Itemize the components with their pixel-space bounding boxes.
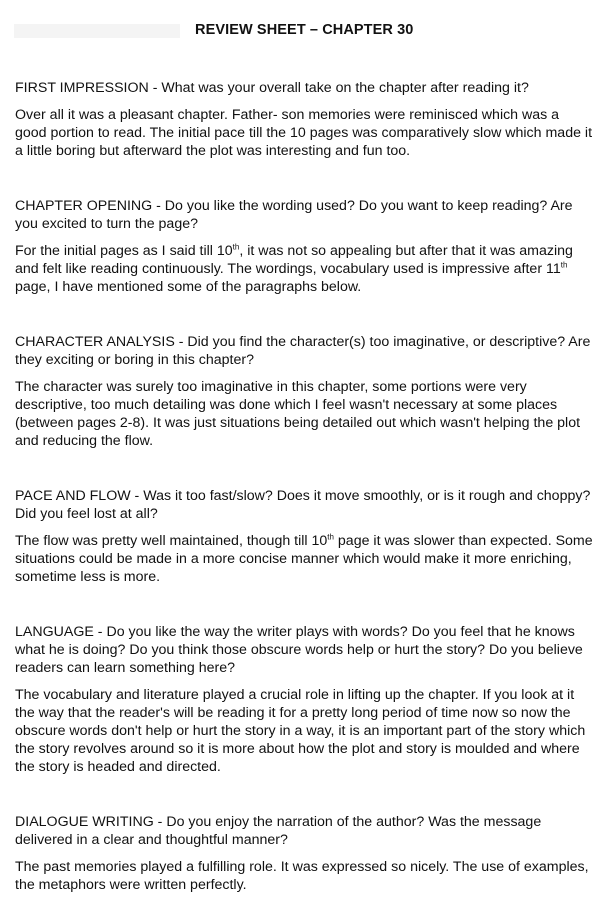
answer-text: , it was not so appealing but after that it was amazing and felt like reading continuously. The wordings, vocabulary used is impressive after 11 <box>15 243 573 277</box>
section-question: DIALOGUE WRITING - Do you enjoy the narration of the author? Was the message delivered in a clear and thoughtful manner? <box>15 814 542 848</box>
section-language <box>15 623 593 776</box>
ordinal-suffix: th <box>232 242 240 252</box>
section-answer <box>15 532 593 586</box>
answer-text: page it was slower than expected. Some situations could be made in a more concise manner which would make it more enriching, sometime less is more. <box>15 533 593 585</box>
section-answer: The past memories played a fulfilling role. It was expressed so nicely. The use of examples, the metaphors were written perfectly. <box>15 859 589 893</box>
section-character-analysis <box>15 333 593 450</box>
section-question: PACE AND FLOW - Was it too fast/slow? Does it move smoothly, or is it rough and choppy? Did you feel lost at all? <box>15 488 591 522</box>
section-first-impression <box>15 79 593 160</box>
section-answer: The vocabulary and literature played a crucial role in lifting up the chapter. If you look at it the way that the reader's will be reading it for a pretty long period of time now so now the obscure words don't help or hurt the story in a way, it is an important part of the story which the story revolves around so it is more about how the plot and story is moulded and where the story is headed and directed. <box>15 687 586 775</box>
section-chapter-opening <box>15 197 593 296</box>
section-question: CHAPTER OPENING - Do you like the wording used? Do you want to keep reading? Are you excited to turn the page? <box>15 198 573 232</box>
answer-text: The flow was pretty well maintained, though till 10 <box>15 533 328 549</box>
redacted-name-block <box>14 24 180 38</box>
page-title: REVIEW SHEET – CHAPTER 30 <box>195 22 414 38</box>
section-dialogue-writing <box>15 813 593 894</box>
ordinal-suffix: th <box>560 260 568 270</box>
section-question: LANGUAGE - Do you like the way the writer plays with words? Do you feel that he knows what he is doing? Do you think those obscure words help or hurt the story? Do you believe readers can learn something here? <box>15 624 583 676</box>
section-answer: The character was surely too imaginative in this chapter, some portions were very descriptive, too much detailing was done which I feel wasn't necessary at some places (between pages 2-8). It was just situations being detailed out which wasn't helping the plot and reducing the flow. <box>15 379 581 449</box>
section-question: FIRST IMPRESSION - What was your overall take on the chapter after reading it? <box>15 80 529 96</box>
ordinal-suffix: th <box>327 532 334 542</box>
section-pace-and-flow <box>15 487 593 586</box>
section-answer <box>15 242 593 296</box>
answer-text: page, I have mentioned some of the paragraphs below. <box>15 279 362 295</box>
answer-text: For the initial pages as I said till 10 <box>15 243 233 259</box>
section-question: CHARACTER ANALYSIS - Did you find the character(s) too imaginative, or descriptive? Are they exciting or boring in this chapter? <box>15 334 591 368</box>
section-answer: Over all it was a pleasant chapter. Father- son memories were reminisced which was a good portion to read. The initial pace till the 10 pages was comparatively slow which made it a little boring but afterward the plot was interesting and fun too. <box>15 107 593 159</box>
